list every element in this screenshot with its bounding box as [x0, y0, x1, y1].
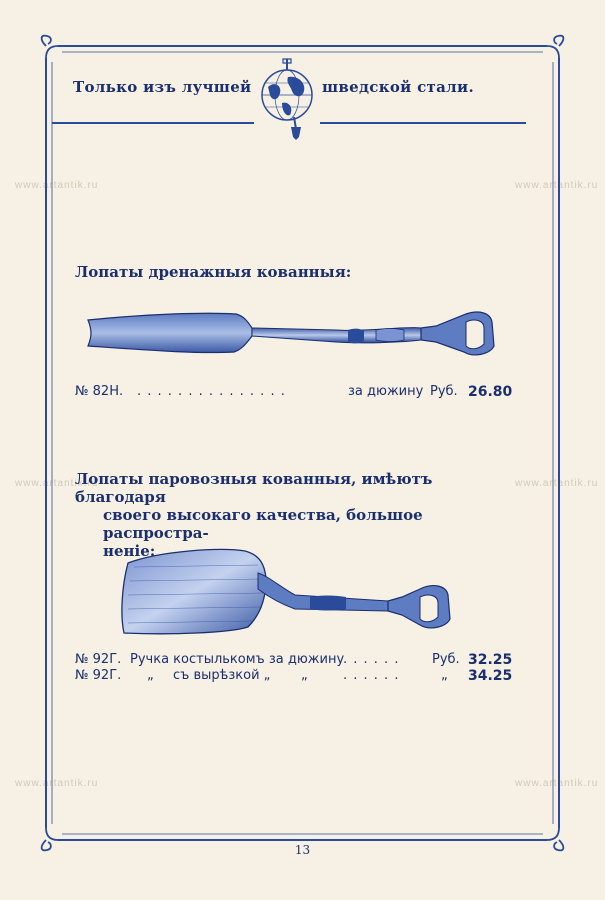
header-rule-left [52, 122, 254, 124]
item-82n-row [75, 384, 513, 402]
header-right-text: шведской стали. [322, 78, 474, 96]
section-title-line1: Лопаты паровозныя кованныя, имѣютъ благодаря [75, 470, 433, 506]
drainage-shovel-illustration [86, 306, 516, 376]
section-title-drainage: Лопаты дренажныя кованныя: [75, 263, 352, 281]
header-left-text: Только изъ лучшей [73, 78, 252, 96]
item-currency: Руб. [430, 384, 458, 399]
watermark: www.artantik.ru [15, 778, 99, 789]
section-title-line3: неніе: [103, 542, 156, 560]
globe-shovel-logo [258, 57, 316, 141]
ditto-mark: „ [147, 668, 154, 683]
locomotive-shovel-illustration [120, 545, 460, 645]
item-currency: Руб. [432, 652, 460, 667]
watermark: www.artantik.ru [15, 180, 99, 191]
item-price: 32.25 [468, 652, 513, 668]
item-92g-cutout-row [75, 668, 513, 686]
watermark: www.artantik.ru [15, 478, 99, 489]
item-price: 34.25 [468, 668, 513, 684]
ditto-mark: „ [441, 668, 448, 683]
dot-leader: . . . . . . [343, 668, 400, 683]
watermark: www.artantik.ru [515, 478, 599, 489]
item-price: 26.80 [468, 384, 513, 400]
watermark: www.artantik.ru [515, 778, 599, 789]
dot-leader: . . . . . . [343, 652, 400, 667]
item-description: Ручка костылькомъ за дюжину [130, 652, 345, 667]
item-description: съ вырѣзкой „ [173, 668, 271, 683]
item-number: № 82Н. [75, 384, 124, 399]
page-number: 13 [294, 843, 311, 857]
item-number: № 92Г. [75, 668, 122, 683]
ditto-mark: „ [301, 668, 308, 683]
item-number: № 92Г. [75, 652, 122, 667]
watermark: www.artantik.ru [515, 180, 599, 191]
item-unit: за дюжину [348, 384, 424, 399]
header-rule-right [320, 122, 526, 124]
section-title-line2: своего высокаго качества, большое распростра- [103, 506, 423, 542]
dot-leader: . . . . . . . . . . . . . . . [137, 384, 286, 399]
